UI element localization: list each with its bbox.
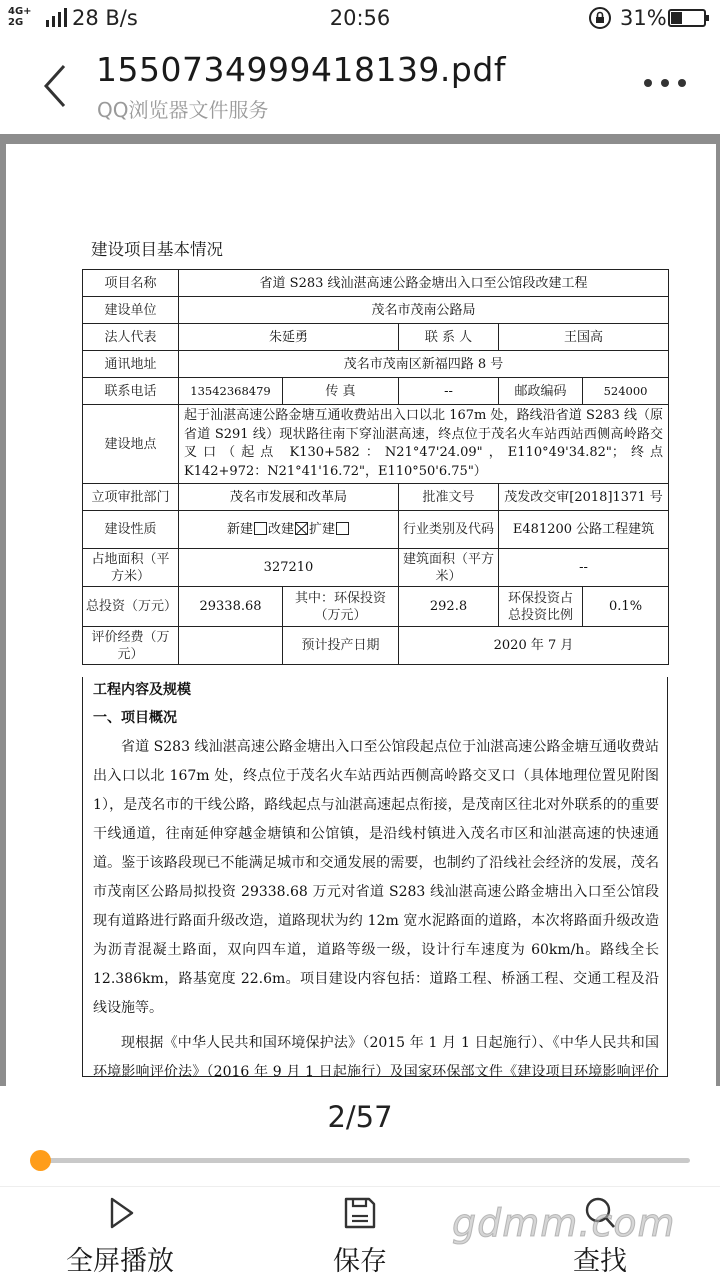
project-content-box — [82, 677, 668, 1080]
site-watermark: gdmm.com — [452, 1201, 676, 1245]
status-bar — [0, 0, 720, 36]
table-cell: 292.8 — [399, 587, 499, 627]
table-row — [83, 549, 669, 587]
table-row — [83, 378, 669, 405]
table-cell: 524000 — [583, 378, 669, 405]
rotation-lock-icon — [588, 6, 612, 30]
bottom-toolbar — [0, 1186, 720, 1280]
more-options-icon[interactable] — [640, 72, 690, 94]
save-icon — [342, 1195, 378, 1231]
search-label: 查找 — [573, 1246, 627, 1277]
nature-new-label: 新建 — [226, 522, 253, 537]
table-label: 预计投产日期 — [283, 627, 399, 665]
battery-percent: 31% — [620, 6, 667, 30]
table-cell: 0.1% — [583, 587, 669, 627]
table-label: 项目名称 — [83, 270, 179, 297]
table-label: 传 真 — [283, 378, 399, 405]
section-title: 工程内容及规模 — [93, 682, 191, 698]
table-label: 评价经费（万元） — [83, 627, 179, 665]
table-row — [83, 297, 669, 324]
table-cell: 王国高 — [499, 324, 669, 351]
table-row — [83, 511, 669, 549]
table-label: 建设地点 — [83, 405, 179, 484]
table-cell: 13542368479 — [179, 378, 283, 405]
save-label: 保存 — [333, 1246, 387, 1277]
table-cell — [179, 627, 283, 665]
doc-heading: 建设项目基本情况 — [91, 240, 223, 259]
table-label: 联系电话 — [83, 378, 179, 405]
paragraph: 省道 S283 线汕湛高速公路金塘出入口至公馆段起点位于汕湛高速公路金塘互通收费站出入口以北 167m 处，终点位于茂名火车站西站西侧高岭路交叉口（具体地理位置见附图 1），是茂名市的干线公路，路线起点与汕湛高速起点衔接，是茂南区往北对外联系的的重要干线通道，往南延伸穿越金塘镇和公馆镇，是沿线村镇进入茂名市区和汕湛高速的快速通道。鉴于该路段现已不能满足城市和交通发展的需要，也制约了沿线社会经济的发展，茂名市茂南区公路局拟投资 29338.68 万元对省道 S283 线汕湛高速公路金塘出入口至公馆段现有道路进行路面升级改造，道路现状为约 12m 宽水泥路面的道路，本次将路面升级改造为沥青混凝土路面，双向四车道，道路等级一级，设计行车速度为 60km/h。路线全长 12.386km，路基宽度 22.6m。项目建设内容包括：道路工程、桥涵工程、交通工程及沿线设施等。 — [93, 739, 659, 1016]
clock: 20:56 — [329, 6, 391, 30]
table-cell: 2020 年 7 月 — [399, 627, 669, 665]
network-speed: 28 B/s — [72, 6, 138, 30]
table-cell: 茂名市茂南公路局 — [179, 297, 669, 324]
page-slider-handle[interactable] — [30, 1150, 51, 1171]
table-cell: 起于汕湛高速公路金塘互通收费站出入口以北 167m 处，路线沿省道 S283 线（原省道 S291 线）现状路往南下穿汕湛高速，终点位于茂名火车站西站西侧高岭路交叉口（起点 K130+582：N21°47'24.09"，E110°49'34.82"；终点 K142+972：N21°41'16.72"，E110°50'6.75"） — [179, 405, 669, 484]
table-row — [83, 627, 669, 665]
file-service-subtitle: QQ浏览器文件服务 — [97, 98, 269, 122]
table-cell: 茂名市发展和改革局 — [179, 484, 399, 511]
table-cell: -- — [399, 378, 499, 405]
table-label: 通讯地址 — [83, 351, 179, 378]
table-label: 建设单位 — [83, 297, 179, 324]
table-cell: 茂发改交审[2018]1371 号 — [499, 484, 669, 511]
table-label: 批准文号 — [399, 484, 499, 511]
paragraph: 现根据《中华人民共和国环境保护法》（2015 年 1 月 1 日起施行）、《中华人民共和国环境影响评价法》（2016 年 9 月 1 日起施行）及国家环保部文件《建设项目环境影响评价 — [93, 1035, 659, 1080]
nature-new-checkbox — [254, 522, 267, 535]
table-row — [83, 270, 669, 297]
back-icon[interactable] — [36, 62, 76, 110]
table-label: 立项审批部门 — [83, 484, 179, 511]
table-row — [83, 484, 669, 511]
table-cell: -- — [499, 549, 669, 587]
table-label: 建筑面积（平方米） — [399, 549, 499, 587]
table-cell: E481200 公路工程建筑 — [499, 511, 669, 549]
project-info-table — [82, 269, 669, 665]
table-label: 邮政编码 — [499, 378, 583, 405]
page-slider-track[interactable] — [40, 1158, 690, 1163]
table-row — [83, 405, 669, 484]
pdf-viewer[interactable] — [0, 134, 720, 1086]
table-label: 其中：环保投资（万元） — [283, 587, 399, 627]
fullscreen-play-label: 全屏播放 — [66, 1246, 174, 1277]
table-label: 联 系 人 — [399, 324, 499, 351]
table-label: 总投资（万元） — [83, 587, 179, 627]
nature-rebuild-checkbox-checked — [295, 522, 308, 535]
table-cell: 省道 S283 线汕湛高速公路金塘出入口至公馆段改建工程 — [179, 270, 669, 297]
battery-icon — [668, 9, 710, 27]
nature-expand-checkbox — [336, 522, 349, 535]
network-type-bottom: 2G — [8, 17, 24, 28]
construction-nature-cell — [179, 511, 399, 549]
play-icon — [102, 1195, 138, 1231]
table-row — [83, 351, 669, 378]
table-label: 占地面积（平方米） — [83, 549, 179, 587]
network-type-top: 4G+ — [8, 6, 32, 17]
table-label: 法人代表 — [83, 324, 179, 351]
table-label: 行业类别及代码 — [399, 511, 499, 549]
nature-rebuild-label: 改建 — [267, 522, 294, 537]
fullscreen-play-button[interactable] — [40, 1187, 200, 1281]
subsection-title: 一、项目概况 — [93, 710, 177, 726]
table-cell: 327210 — [179, 549, 399, 587]
table-row — [83, 587, 669, 627]
page-navigator — [0, 1086, 720, 1186]
save-button[interactable] — [280, 1187, 440, 1281]
page-indicator: 2/57 — [327, 1100, 393, 1134]
app-header — [0, 36, 720, 134]
table-cell: 茂名市茂南区新福四路 8 号 — [179, 351, 669, 378]
file-title: 1550734999418139.pdf — [96, 50, 506, 89]
table-cell: 29338.68 — [179, 587, 283, 627]
table-label: 建设性质 — [83, 511, 179, 549]
pdf-page — [6, 144, 716, 1104]
table-row — [83, 324, 669, 351]
table-cell: 朱延勇 — [179, 324, 399, 351]
nature-expand-label: 扩建 — [309, 522, 336, 537]
table-label: 环保投资占总投资比例 — [499, 587, 583, 627]
